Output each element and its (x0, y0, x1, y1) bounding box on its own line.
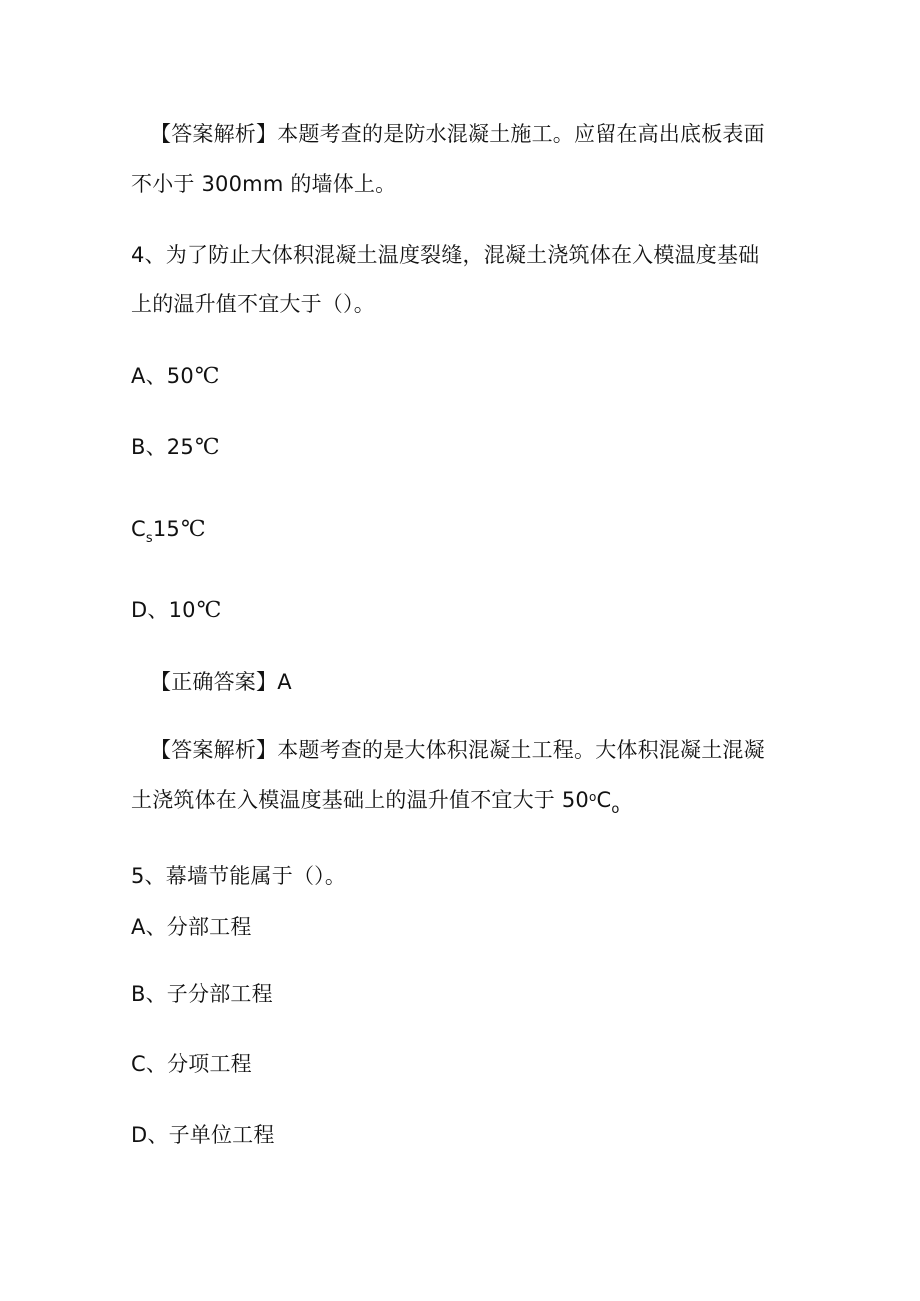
question-5-option-a: A、分部工程 (131, 915, 252, 939)
question-5-option-d: D、子单位工程 (131, 1123, 275, 1147)
question-4-option-d (131, 596, 222, 625)
question-4-stem-line-1: 4、为了防止大体积混凝土温度裂缝，混凝土浇筑体在入模温度基础 (131, 243, 760, 267)
question-5-option-b: B、子分部工程 (131, 982, 273, 1006)
option-c-value: 15 (152, 517, 180, 541)
degree-symbol: ℃ (194, 435, 220, 460)
degree-symbol: ℃ (196, 598, 222, 623)
question-4-answer: 【正确答案】A (150, 670, 292, 694)
question-4-option-b (131, 433, 220, 462)
celsius-letter: C (596, 788, 612, 812)
degree-symbol: ℃ (180, 517, 206, 542)
period-mark: o (611, 802, 620, 817)
option-b-text: B、25 (131, 435, 194, 459)
prev-explanation-line-1: 【答案解析】本题考查的是防水混凝土施工。应留在高出底板表面 (150, 122, 765, 146)
question-4-option-a (131, 362, 220, 391)
prev-explanation-line-2: 不小于 300mm 的墙体上。 (131, 172, 397, 196)
question-4-explanation-line-2 (131, 786, 620, 818)
question-4-option-c (131, 515, 206, 547)
question-4-explanation-line-1: 【答案解析】本题考查的是大体积混凝土工程。大体积混凝土混凝 (150, 738, 765, 762)
option-c-separator: s (145, 531, 153, 546)
option-a-text: A、50 (131, 364, 194, 388)
option-d-text: D、10 (131, 598, 196, 622)
explanation-text: 土浇筑体在入模温度基础上的温升值不宜大于 50 (131, 788, 589, 812)
question-5-stem: 5、幕墙节能属于（）。 (131, 864, 347, 888)
option-c-letter: C (131, 517, 146, 541)
question-5-option-c: C、分项工程 (131, 1052, 252, 1076)
degree-mark: o (589, 790, 597, 804)
question-4-stem-line-2: 上的温升值不宜大于（）。 (131, 292, 375, 316)
degree-symbol: ℃ (194, 364, 220, 389)
